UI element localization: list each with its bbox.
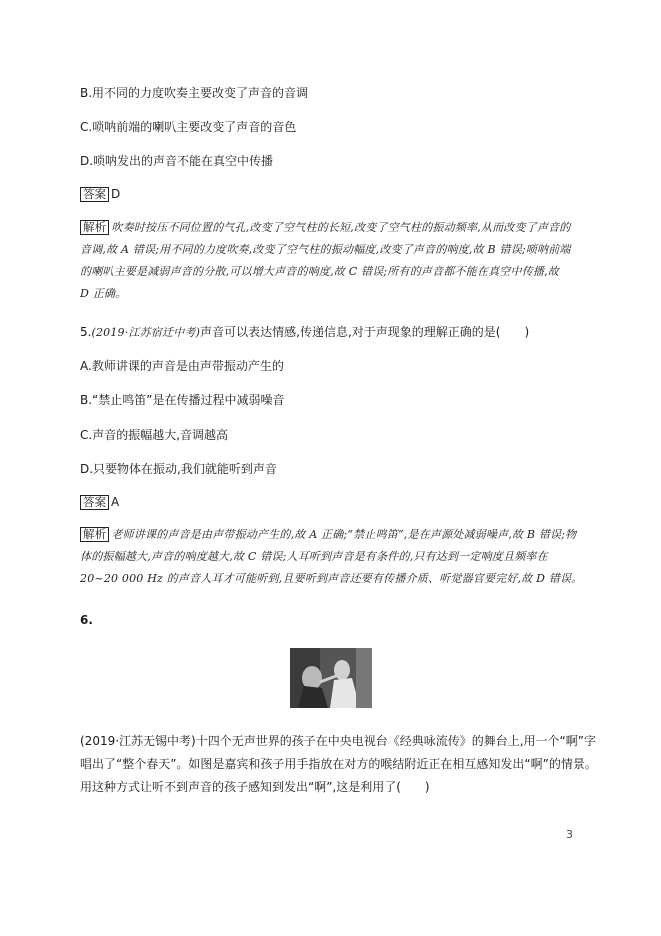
question-source: (2019·江苏宿迁中考) bbox=[91, 326, 201, 339]
analysis-line: 音调,故 A 错误;用不同的力度吹奏,改变了空气柱的振动幅度,改变了声音的响度,故 B 错误;唢呐前端 bbox=[80, 243, 571, 256]
q5-answer bbox=[80, 495, 119, 510]
q4-option-b: B.用不同的力度吹奏主要改变了声音的音调 bbox=[80, 86, 309, 100]
q4-analysis bbox=[80, 217, 585, 305]
stage-photo bbox=[290, 648, 372, 708]
analysis-line: 老师讲课的声音是由声带振动产生的,故 A 正确;“禁止鸣笛”,是在声源处减弱噪声,故 B 错误;物 bbox=[111, 528, 577, 541]
q6-number: 6. bbox=[80, 613, 93, 627]
question-text-line: (2019·江苏无锡中考)十四个无声世界的孩子在中央电视台《经典咏流传》的舞台上,用一个“啊”字 bbox=[80, 734, 596, 748]
analysis-line: D 正确。 bbox=[80, 287, 127, 300]
question-text-line: 唱出了“整个春天”。如图是嘉宾和孩子用手指放在对方的喉结附近正在相互感知发出“啊”的情景。 bbox=[80, 757, 597, 771]
analysis-line: 20~20 000 Hz 的声音人耳才可能听到,且要听到声音还要有传播介质、听觉器官要完好,故 D 错误。 bbox=[80, 572, 583, 585]
answer-label: 答案 bbox=[80, 495, 109, 510]
analysis-line: 的喇叭主要是减弱声音的分散,可以增大声音的响度,故 C 错误;所有的声音都不能在真空中传播,故 bbox=[80, 265, 560, 278]
q4-answer bbox=[80, 187, 120, 202]
q4-option-c: C.唢呐前端的喇叭主要改变了声音的音色 bbox=[80, 120, 297, 134]
q5-analysis bbox=[80, 524, 585, 590]
q5-stem bbox=[80, 325, 529, 340]
question-text-line: 用这种方式让听不到声音的孩子感知到发出“啊”,这是利用了( ) bbox=[80, 780, 430, 794]
answer-value: D bbox=[111, 187, 121, 201]
q5-option-c: C.声音的振幅越大,音调越高 bbox=[80, 428, 229, 442]
answer-value: A bbox=[111, 495, 120, 509]
analysis-line: 体的振幅越大,声音的响度越大,故 C 错误;人耳听到声音是有条件的,只有达到一定响度且频率在 bbox=[80, 550, 548, 563]
q6-stem bbox=[80, 730, 597, 799]
question-number: 5. bbox=[80, 325, 92, 339]
answer-label: 答案 bbox=[80, 187, 109, 202]
question-text: 声音可以表达情感,传递信息,对于声现象的理解正确的是( ) bbox=[200, 325, 530, 339]
q5-option-d: D.只要物体在振动,我们就能听到声音 bbox=[80, 462, 277, 476]
q5-option-b: B.“禁止鸣笛”是在传播过程中减弱噪音 bbox=[80, 393, 285, 407]
analysis-line: 吹奏时按压不同位置的气孔,改变了空气柱的长短,改变了空气柱的振动频率,从而改变了声音的 bbox=[111, 221, 571, 234]
page-number: 3 bbox=[566, 828, 573, 841]
q5-option-a: A.教师讲课的声音是由声带振动产生的 bbox=[80, 359, 284, 373]
q4-option-d: D.唢呐发出的声音不能在真空中传播 bbox=[80, 154, 274, 168]
analysis-label: 解析 bbox=[80, 527, 109, 542]
analysis-label: 解析 bbox=[80, 220, 109, 235]
